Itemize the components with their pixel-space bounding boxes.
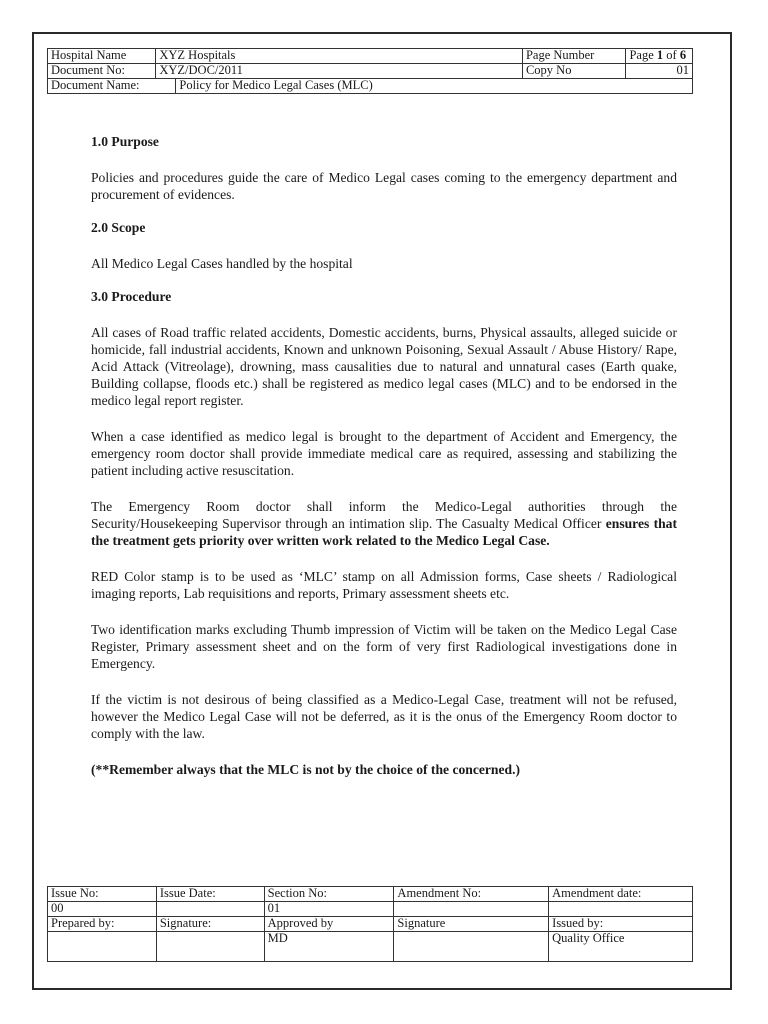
signature-value-2 (394, 932, 549, 962)
issued-by-value: Quality Office (549, 932, 693, 962)
copy-no-value: 01 (626, 64, 693, 79)
page-number-label: Page Number (522, 49, 626, 64)
document-name-value: Policy for Medico Legal Cases (MLC) (176, 79, 693, 94)
scope-heading: 2.0 Scope (91, 220, 146, 235)
page-number-value (626, 49, 693, 64)
hospital-name-label: Hospital Name (48, 49, 156, 64)
page-total: 6 (679, 48, 687, 62)
footer-row-1 (48, 887, 693, 902)
header-row-3 (48, 79, 693, 94)
footer-row-3 (48, 917, 693, 932)
document-no-label: Document No: (48, 64, 156, 79)
para3-text: The Emergency Room doctor shall inform the Medico-Legal authorities through the Security/Housekeeping Supervisor through an intimation slip. The Casualty Medical Officer (91, 499, 677, 531)
section-no-label: Section No: (264, 887, 394, 902)
footer-row-4 (48, 932, 693, 962)
purpose-paragraph: Policies and procedures guide the care of Medico Legal cases coming to the emergency department and procurement of evidences. (91, 170, 677, 202)
procedure-paragraph-6: If the victim is not desirous of being classified as a Medico-Legal Case, treatment will not be refused, however the Medico Legal Case will not be deferred, as it is the onus of the Emergency Room doctor to comply with the law. (91, 692, 677, 741)
purpose-heading: 1.0 Purpose (91, 134, 159, 149)
amendment-date-value (549, 902, 693, 917)
amendment-date-label: Amendment date: (549, 887, 693, 902)
page-of: of (663, 48, 680, 62)
page-current: 1 (656, 48, 664, 62)
para3-emphasis: ensures that the treatment gets priority over written work related to the Medico Legal Case. (91, 516, 677, 548)
procedure-paragraph-2: When a case identified as medico legal is brought to the department of Accident and Emergency, the emergency room doctor shall provide immediate medical care as required, assessing and stabilizing the patient including active resuscitation. (91, 429, 677, 478)
document-footer-table (47, 886, 693, 962)
procedure-paragraph-5: Two identification marks excluding Thumb impression of Victim will be taken on the Medico Legal Case Register, Primary assessment sheet and on the form of very first Radiological investigations done in Emergency. (91, 622, 677, 671)
hospital-name-value: XYZ Hospitals (156, 49, 523, 64)
approved-by-value: MD (264, 932, 394, 962)
signature-label-1: Signature: (156, 917, 264, 932)
issue-date-value (156, 902, 264, 917)
amendment-no-value (394, 902, 549, 917)
prepared-by-label: Prepared by: (48, 917, 157, 932)
header-row-2 (48, 64, 693, 79)
document-body (91, 133, 677, 778)
procedure-heading: 3.0 Procedure (91, 289, 172, 304)
amendment-no-label: Amendment No: (394, 887, 549, 902)
signature-label-2: Signature (394, 917, 549, 932)
approved-by-label: Approved by (264, 917, 394, 932)
remember-note: (**Remember always that the MLC is not by the choice of the concerned.) (91, 762, 521, 777)
prepared-by-value (48, 932, 157, 962)
procedure-paragraph-3 (91, 498, 677, 549)
document-no-value: XYZ/DOC/2011 (156, 64, 523, 79)
page-prefix: Page (629, 48, 657, 62)
procedure-paragraph-1: All cases of Road traffic related accidents, Domestic accidents, burns, Physical assaults, alleged suicide or homicide, fall industrial accidents, Known and unknown Poisoning, Sexual Assault / Abuse History/ Rape, Acid Attack (Vitreolage), drowning, mass causalities due to natural and unnatural cases (Earth quake, Building collapse, floods etc.) shall be registered as medico legal cases (MLC) and to be endorsed in the medico legal report register. (91, 325, 677, 408)
document-name-label: Document Name: (48, 79, 176, 94)
issued-by-label: Issued by: (549, 917, 693, 932)
issue-no-label: Issue No: (48, 887, 157, 902)
section-no-value: 01 (264, 902, 394, 917)
scope-paragraph: All Medico Legal Cases handled by the hospital (91, 256, 353, 271)
copy-no-label: Copy No (522, 64, 626, 79)
footer-row-2 (48, 902, 693, 917)
procedure-paragraph-4: RED Color stamp is to be used as ‘MLC’ stamp on all Admission forms, Case sheets / Radiological imaging reports, Lab requisitions and reports, Primary assessment sheets etc. (91, 569, 677, 601)
issue-no-value: 00 (48, 902, 157, 917)
header-row-1 (48, 49, 693, 64)
document-header-table (47, 48, 693, 94)
issue-date-label: Issue Date: (156, 887, 264, 902)
signature-value-1 (156, 932, 264, 962)
